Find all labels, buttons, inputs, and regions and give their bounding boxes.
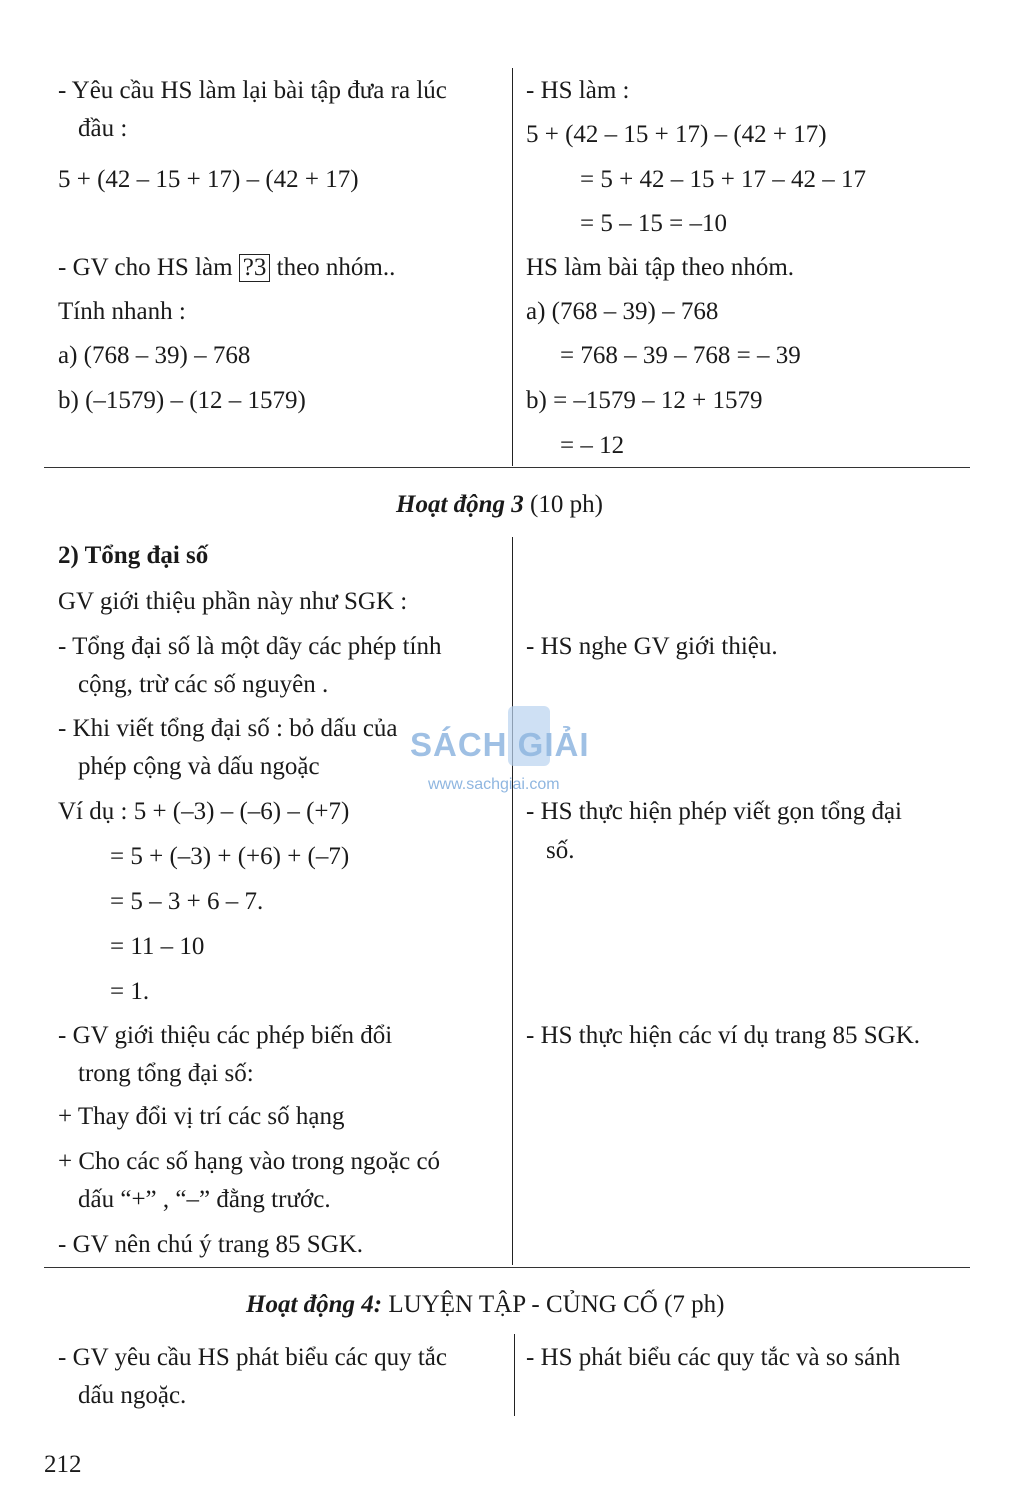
s2-left-line-15: dấu “+” , “–” đằng trước.: [78, 1186, 331, 1213]
s1-right-line-3: = 5 + 42 – 15 + 17 – 42 – 17: [580, 166, 867, 193]
s2-left-line-14: + Cho các số hạng vào trong ngoặc có: [58, 1148, 441, 1175]
s1-right-line-6: a) (768 – 39) – 768: [526, 298, 719, 325]
s2-left-line-5: phép cộng và dấu ngoặc: [78, 753, 320, 780]
s2-example-line-2: = 5 + (–3) + (+6) + (–7): [110, 843, 350, 870]
divider-2: [44, 1267, 970, 1268]
s2-right-line-2: - HS thực hiện phép viết gọn tổng đại: [526, 798, 902, 825]
s1-column-divider: [512, 68, 513, 466]
watermark-url: www.sachgiai.com: [428, 776, 560, 793]
s1-left-line-4-pre: - GV cho HS làm: [58, 254, 233, 281]
s2-left-line-12: trong tổng đại số:: [78, 1060, 254, 1087]
activity-4-label: Hoạt động 4:: [246, 1291, 383, 1318]
s1-left-line-4: [58, 253, 395, 283]
s1-left-line-5: Tính nhanh :: [58, 298, 186, 325]
s1-left-line-6: a) (768 – 39) – 768: [58, 342, 251, 369]
s1-right-line-5: HS làm bài tập theo nhóm.: [526, 254, 795, 281]
s2-column-divider: [512, 537, 513, 1265]
s3-column-divider: [514, 1334, 515, 1416]
s2-left-line-13: + Thay đổi vị trí các số hạng: [58, 1103, 345, 1130]
s1-right-line-8: b) = –1579 – 12 + 1579: [526, 387, 763, 414]
s1-left-line-2: đầu :: [78, 115, 128, 142]
activity-3-label: Hoạt động 3: [396, 491, 524, 518]
divider-1: [44, 467, 970, 468]
s1-right-line-9: = – 12: [560, 432, 625, 459]
s2-left-line-2: - Tổng đại số là một dãy các phép tính: [58, 633, 442, 660]
s2-example-line-1: Ví dụ : 5 + (–3) – (–6) – (+7): [58, 798, 350, 825]
s2-right-line-1: - HS nghe GV giới thiệu.: [526, 633, 778, 660]
s3-right-line-1: - HS phát biểu các quy tắc và so sánh: [526, 1344, 901, 1371]
s2-example-line-5: = 1.: [110, 978, 150, 1005]
activity-3-time: (10 ph): [530, 491, 603, 518]
s2-right-line-3: số.: [546, 837, 575, 864]
s2-right-line-4: - HS thực hiện các ví dụ trang 85 SGK.: [526, 1022, 921, 1049]
s2-left-line-16: - GV nên chú ý trang 85 SGK.: [58, 1231, 364, 1258]
page-number: 212: [44, 1451, 82, 1478]
s1-left-expression: 5 + (42 – 15 + 17) – (42 + 17): [58, 166, 359, 193]
s1-right-line-4: = 5 – 15 = –10: [580, 210, 727, 237]
activity-3-heading: [396, 490, 603, 520]
activity-4-title: LUYỆN TẬP - CỦNG CỐ (7 ph): [388, 1291, 725, 1318]
s2-title: 2) Tổng đại số: [58, 542, 209, 569]
s2-left-line-1: GV giới thiệu phần này như SGK :: [58, 588, 408, 615]
s2-left-line-11: - GV giới thiệu các phép biến đổi: [58, 1022, 393, 1049]
s2-example-line-3: = 5 – 3 + 6 – 7.: [110, 888, 264, 915]
s3-left-line-1: - GV yêu cầu HS phát biểu các quy tắc: [58, 1344, 447, 1371]
s2-left-line-4: - Khi viết tổng đại số : bỏ dấu của: [58, 715, 398, 742]
watermark-brand: SÁCH GIẢI: [410, 726, 590, 763]
s1-right-line-1: - HS làm :: [526, 77, 630, 104]
s1-right-line-2: 5 + (42 – 15 + 17) – (42 + 17): [526, 121, 827, 148]
s1-left-line-1: - Yêu cầu HS làm lại bài tập đưa ra lúc: [58, 77, 447, 104]
exercise-box: ?3: [239, 254, 271, 282]
s1-left-line-4-post: theo nhóm..: [276, 254, 396, 281]
s1-left-line-7: b) (–1579) – (12 – 1579): [58, 387, 306, 414]
watermark: [410, 704, 620, 794]
s3-left-line-2: dấu ngoặc.: [78, 1382, 187, 1409]
s1-right-line-7: = 768 – 39 – 768 = – 39: [560, 342, 801, 369]
s2-left-line-3: cộng, trừ các số nguyên .: [78, 671, 329, 698]
s2-example-line-4: = 11 – 10: [110, 933, 205, 960]
activity-4-heading: [246, 1290, 724, 1320]
